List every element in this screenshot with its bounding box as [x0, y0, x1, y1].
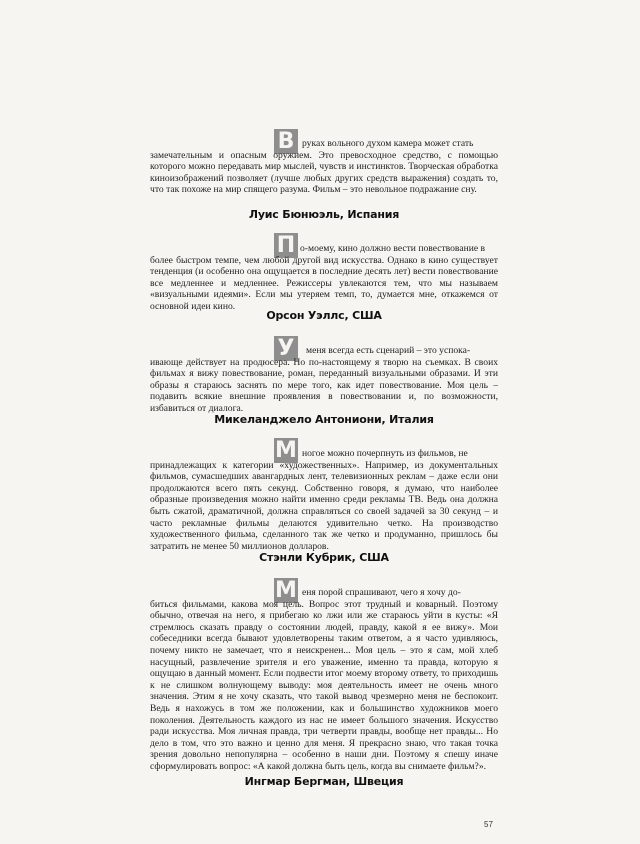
- drop-cap: М: [275, 438, 297, 463]
- quote-body: биться фильмами, какова моя цель. Вопрос этот трудный и коварный. Поэтому обычно, отвечая на него, я прибегаю ко лжи или же стараюсь уйти в кусты: «Я стремлюсь сказать правду о состоянии людей, правду, какой я ее вижу». Мои собеседники всегда бывают удовлетворены таким ответом, а я часто удивляюсь, почему никто не замечает, что я неискренен... Моя цель – это я сам, мой хлеб насущный, развлечение зрителя и его уважение, именно та правда, которую я ощущаю в данный момент. Если подвести итог моему второму ответу, то приходишь к не слишком волнующему выводу: моя деятельность имеет не очень много значения. Этим я не хочу сказать, что такой вывод чрезмерно меня не беспокоит. Ведь я нахожусь в том же положении, как и большинство художников моего поколения. Деятельность каждого из нас не имеет большого значения. Искусство ради искусства. Моя личная правда, три четверти правды, вообще нет правды... Но дело в том, что это важно и ценно для меня. Я прекрасно знаю, что такая точка зрения довольно непопулярна – особенно в наши дни. Поэтому я спешу иначе сформулировать вопрос: «А какой должна быть цель, когда вы снимаете фильм?».: [150, 598, 498, 772]
- quote-paragraph: [150, 587, 498, 773]
- drop-cap: В: [274, 129, 298, 154]
- quote-author: Стэнли Кубрик, США: [259, 551, 389, 564]
- drop-cap: У: [274, 336, 298, 361]
- quote-first-line: еня порой спрашивают, чего я хочу до-: [302, 587, 461, 598]
- quote-paragraph: [150, 448, 498, 552]
- quote-body: ивающе действует на продюсера. Но по-настоящему я творю на съемках. В своих фильмах я вижу повествование, роман, переданный визуальными образами. И эти образы я стараюсь заснять по мере того, как идет повествование. Моя цель – подавить всякие внешние проявления в повествовании и, по возможности, избавиться от диалога.: [150, 356, 498, 414]
- quote-first-line: о-моему, кино должно вести повествование в: [300, 243, 486, 254]
- quote-author: Луис Бюнюэль, Испания: [248, 208, 400, 221]
- quote-body: принадлежащих к категории «художественных». Например, из документальных фильмов, сумасшедших авангардных лент, телевизионных реклам – даже если они продолжаются всего пять секунд. Собственно говоря, я думаю, что наиболее образные произведения можно найти именно среди рекламы ТВ. Ведь она должна быть сжатой, драматичной, должна справляться со своей задачей за 30 секунд – и часто рекламные фильмы делаются удивительно четко. На производство художественного фильма, сделанного так же четко и продуманно, пришлось бы затратить не менее 50 миллионов долларов.: [150, 459, 498, 552]
- quote-body: замечательным и опасным оружием. Это превосходное средство, с помощью которого можно передавать мир мыслей, чувств и инстинктов. Творческая обработка киноизображений позволяет (лучше любых других средств выражения) создать то, что так похоже на мир спящего разума. Фильм – это невольное подражание сну.: [150, 149, 498, 196]
- quote-first-line: меня всегда есть сценарий – это успока-: [306, 345, 471, 356]
- drop-cap: П: [274, 233, 298, 258]
- quote-first-line: ногое можно почерпнуть из фильмов, не: [302, 448, 468, 459]
- quote-paragraph: [150, 345, 498, 415]
- quote-body: более быстром темпе, чем любой другой вид искусства. Однако в кино существует тенденция (и особенно она ощущается в последние десять лет) вести повествование все медленнее и медленнее. Режиссеры увлекаются тем, что мы называем «визуальными идеями». Если мы утеряем темп, то, думается мне, откажемся от основной идеи кино.: [150, 254, 498, 312]
- quote-first-line: руках вольного духом камера может стать: [302, 138, 474, 149]
- quote-paragraph: [150, 138, 498, 196]
- quote-author: Ингмар Бергман, Швеция: [244, 775, 404, 788]
- page-number: 57: [484, 820, 493, 829]
- quote-author: Орсон Уэллс, США: [266, 309, 382, 322]
- drop-cap: М: [275, 578, 297, 603]
- quote-author: Микеланджело Антониони, Италия: [214, 413, 434, 426]
- quote-paragraph: [150, 243, 498, 313]
